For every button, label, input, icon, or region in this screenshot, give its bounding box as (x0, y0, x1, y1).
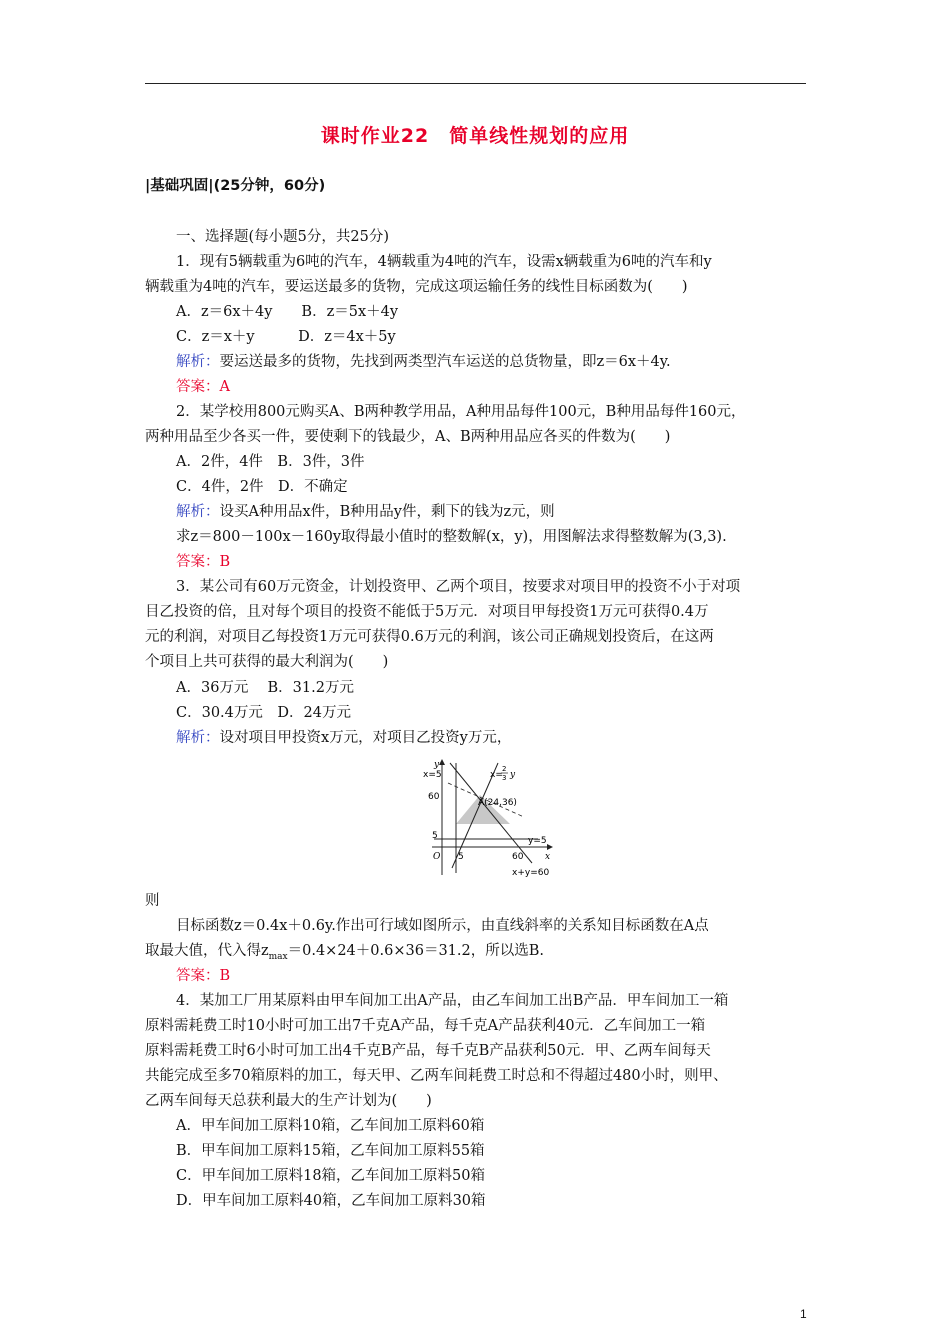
q1-answer: 答案：A (176, 379, 230, 395)
analysis-label: 解析： (176, 730, 220, 746)
label-ratio-prefix: x= (490, 770, 503, 780)
origin-label: O (433, 852, 441, 862)
y-axis-label: y (434, 760, 440, 770)
header-rule (145, 83, 806, 84)
page-title: 课时作业22 简单线性规划的应用 (320, 125, 630, 147)
section-label: |基础巩固|(25分钟，60分) (145, 178, 326, 194)
q1-analysis (176, 352, 671, 372)
x-axis-label: x (545, 852, 551, 862)
q1-line2: 辆载重为4吨的汽车，要运送最多的货物，完成这项运输任务的线性目标函数为( ) (145, 279, 688, 295)
q2-analysis (176, 502, 555, 522)
subscript-max: max (268, 951, 288, 962)
q3-options-cd: C．30.4万元 D．24万元 (176, 705, 351, 721)
q4-line3: 原料需耗费工时6小时可加工出4千克B产品，每千克B产品获利50元．甲、乙两车间每天 (145, 1043, 711, 1059)
label-sum: x+y=60 (512, 868, 550, 878)
label-5-y: 5 (432, 831, 438, 841)
q2-analysis-cont: 求z＝800－100x－160y取得最小值时的整数解(x，y)，用图解法求得整数解为(3,3). (176, 529, 727, 545)
q3-line4: 个项目上共可获得的最大利润为( ) (145, 654, 389, 670)
q2-options-ab: A．2件，4件 B．3件，3件 (176, 454, 365, 470)
q1-line1: 1．现有5辆载重为6吨的汽车，4辆载重为4吨的汽车，设需x辆载重为6吨的汽车和y (176, 254, 712, 270)
analysis-text: 要运送最多的货物，先找到两类型汽车运送的总货物量，即z＝6x＋4y. (219, 354, 671, 370)
q3-then: 则 (145, 893, 160, 909)
q4-line4: 共能完成至多70箱原料的加工，每天甲、乙两车间耗费工时总和不得超过480小时，则甲、 (145, 1068, 728, 1084)
q3-analysis-line3: 取最大值，代入得$z_{max}=0.4\times 24+0.6\times 36=31.2$，所以选B. (145, 943, 544, 962)
analysis-text: 设买A种用品x件，B种用品y件，剩下的钱为z元，则 (219, 504, 555, 520)
q3-line1: 3．某公司有60万元资金，计划投资甲、乙两个项目，按要求对项目甲的投资不小于对项 (176, 579, 741, 595)
q4-line2: 原料需耗费工时10小时可加工出7千克A产品，每千克A产品获利40元．乙车间加工一箱 (145, 1018, 706, 1034)
q2-line2: 两种用品至少各买一件，要使剩下的钱最少，A、B两种用品应各买的件数为( ) (145, 429, 671, 445)
q3-options-ab: A．36万元 B．31.2万元 (176, 680, 354, 696)
q2-options-cd: C．4件，2件 D．不确定 (176, 479, 348, 495)
q4-line1: 4．某加工厂用某原料由甲车间加工出A产品，由乙车间加工出B产品．甲车间加工一箱 (176, 993, 729, 1009)
label-ratio-den: 3 (502, 774, 507, 782)
q4-option-d: D．甲车间加工原料40箱，乙车间加工原料30箱 (176, 1193, 486, 1209)
q1-options-cd: C．z＝x＋y D．z＝4x＋5y (176, 329, 396, 345)
label-x5: x=5 (423, 770, 442, 780)
part-heading: 一、选择题(每小题5分，共25分) (176, 229, 389, 245)
page-number: 1 (800, 1307, 807, 1321)
point-a-label: A(24,36) (478, 798, 517, 808)
q1-options-ab: A．z＝6x＋4y B．z＝5x＋4y (176, 304, 399, 320)
label-ratio-suffix: y (510, 770, 516, 780)
q2-answer: 答案：B (176, 554, 231, 570)
q3-line3: 元的利润，对项目乙每投资1万元可获得0.6万元的利润，该公司正确规划投资后，在这两 (145, 629, 714, 645)
label-y5: y=5 (528, 836, 547, 846)
feasible-region-figure (420, 755, 560, 880)
label-5-x: 5 (458, 852, 464, 862)
q4-option-c: C．甲车间加工原料18箱，乙车间加工原料50箱 (176, 1168, 485, 1184)
q3-answer: 答案：B (176, 968, 231, 984)
label-60-y: 60 (428, 792, 440, 802)
q2-line1: 2．某学校用800元购买A、B两种教学用品，A种用品每件100元，B种用品每件160元， (176, 404, 746, 420)
q4-option-b: B．甲车间加工原料15箱，乙车间加工原料55箱 (176, 1143, 485, 1159)
q3-analysis-line2: 目标函数z＝0.4x＋0.6y.作出可行域如图所示，由直线斜率的关系知目标函数在A点 (176, 918, 709, 934)
analysis-label: 解析： (176, 504, 220, 520)
label-ratio-num: 2 (502, 765, 507, 773)
q4-line5: 乙两车间每天总获利最大的生产计划为( ) (145, 1093, 432, 1109)
label-60-x: 60 (512, 852, 524, 862)
q3-analysis (176, 728, 511, 748)
analysis-text: 设对项目甲投资x万元，对项目乙投资y万元， (219, 730, 512, 746)
analysis-label: 解析： (176, 354, 220, 370)
q4-option-a: A．甲车间加工原料10箱，乙车间加工原料60箱 (176, 1118, 485, 1134)
q3-line2: 目乙投资的倍，且对每个项目的投资不能低于5万元．对项目甲每投资1万元可获得0.4万 (145, 604, 709, 620)
